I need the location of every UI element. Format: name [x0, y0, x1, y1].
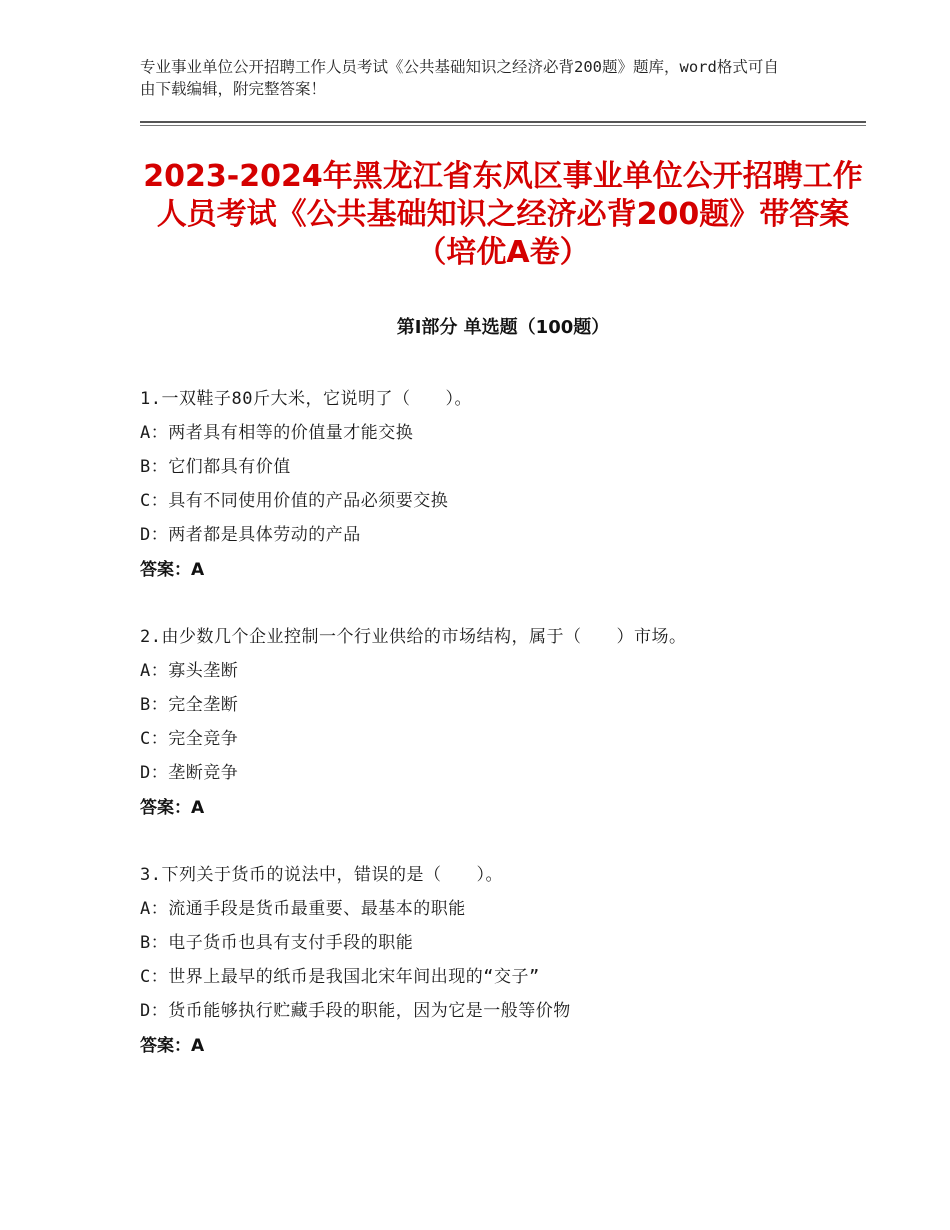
document-title: 2023-2024年黑龙江省东风区事业单位公开招聘工作人员考试《公共基础知识之经济必背200题》带答案（培优A卷） — [143, 159, 863, 270]
question-stem: 2.由少数几个企业控制一个行业供给的市场结构，属于（ ）市场。 — [140, 627, 687, 647]
header-rule-thin — [140, 125, 866, 126]
option-a: A：寡头垄断 — [140, 661, 239, 681]
option-d: D：两者都是具体劳动的产品 — [140, 525, 361, 545]
question-1 — [140, 382, 780, 588]
section-title: 第Ⅰ部分 单选题（100题） — [396, 317, 610, 338]
option-b: B：完全垄断 — [140, 695, 239, 715]
question-stem: 3.下列关于货币的说法中，错误的是（ ）。 — [140, 865, 503, 885]
option-b: B：它们都具有价值 — [140, 457, 291, 477]
header-note: 专业事业单位公开招聘工作人员考试《公共基础知识之经济必背200题》题库，word格式可自由下载编辑，附完整答案！ — [140, 58, 779, 98]
question-2 — [140, 620, 780, 826]
option-d: D：货币能够执行贮藏手段的职能，因为它是一般等价物 — [140, 1001, 571, 1021]
answer: 答案：A — [140, 1036, 205, 1056]
answer: 答案：A — [140, 560, 205, 580]
option-c: C：具有不同使用价值的产品必须要交换 — [140, 491, 449, 511]
option-d: D：垄断竞争 — [140, 763, 239, 783]
option-c: C：世界上最早的纸币是我国北宋年间出现的“交子” — [140, 967, 540, 987]
option-a: A：两者具有相等的价值量才能交换 — [140, 423, 414, 443]
question-3 — [140, 858, 780, 1064]
option-c: C：完全竞争 — [140, 729, 239, 749]
question-stem: 1.一双鞋子80斤大米，它说明了（ ）。 — [140, 389, 472, 409]
header-rule-thick — [140, 121, 866, 123]
option-a: A：流通手段是货币最重要、最基本的职能 — [140, 899, 466, 919]
question-list — [140, 382, 780, 1096]
option-b: B：电子货币也具有支付手段的职能 — [140, 933, 414, 953]
answer: 答案：A — [140, 798, 205, 818]
